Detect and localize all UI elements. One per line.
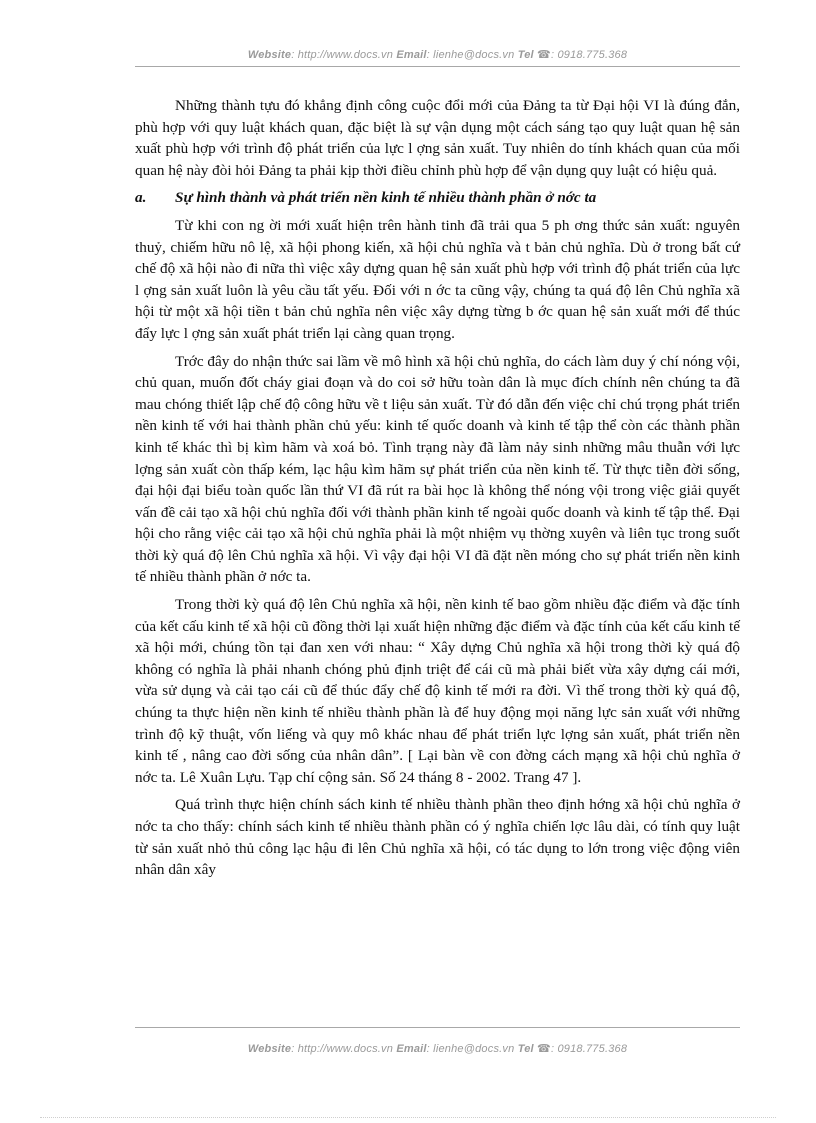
- page-footer: [135, 1042, 740, 1055]
- header-website-value: : http://www.docs.vn: [291, 49, 394, 61]
- header-website-label: Website: [247, 49, 292, 61]
- page-bottom-dotted-line: [40, 1117, 776, 1118]
- header-email-value: : lienhe@docs.vn: [426, 49, 515, 61]
- header-email-label: Email: [396, 49, 427, 61]
- footer-tel-label: Tel: [517, 1043, 534, 1055]
- footer-website-value: : http://www.docs.vn: [291, 1043, 394, 1055]
- section-heading-text: Sự hình thành và phát triển nền kinh tế nhiều thành phần ở nớc ta: [175, 189, 597, 207]
- document-body: [135, 95, 740, 887]
- section-heading-label: a.: [135, 189, 147, 207]
- footer-email-label: Email: [396, 1043, 427, 1055]
- footer-website-label: Website: [247, 1043, 292, 1055]
- header-tel-label: Tel: [517, 49, 534, 61]
- footer-email-value: : lienhe@docs.vn: [426, 1043, 515, 1055]
- section-heading-a: [135, 187, 740, 209]
- header-tel-value: : 0918.775.368: [550, 49, 628, 61]
- header-rule: [135, 66, 740, 67]
- paragraph-4: Trong thời kỳ quá độ lên Chủ nghĩa xã hội, nền kinh tế bao gồm nhiều đặc điểm và đặc tính của kết cấu kinh tế xã hội cũ đồng thời lại xuất hiện những đặc điểm và đặc tính của kết cấu kinh tế xã hội mới, chúng tồn tại đan xen với nhau: “ Xây dựng Chủ nghĩa xã hội trong thời kỳ quá độ không có nghĩa là phải nhanh chóng phủ định triệt để cái cũ mà phải biết vừa xây dựng cái mới, vừa sử dụng và cải tạo cái cũ để thúc đẩy chế độ kinh tế mới ra đời. Vì thế trong thời kỳ quá độ, chúng ta thực hiện nền kinh tế nhiều thành phần là để huy động mọi năng lực sản xuất với những trình độ kỹ thuật, vốn liếng và quy mô khác nhau để phát triển lực lợng sản xuất, phát triển nền kinh tế , nâng cao đời sống của nhân dân”. [ Lại bàn về con đờng cách mạng xã hội chủ nghĩa ở nớc ta. Lê Xuân Lựu. Tạp chí cộng sản. Số 24 tháng 8 - 2002. Trang 47 ].: [135, 596, 740, 786]
- page-header: [135, 48, 740, 61]
- paragraph-1: Những thành tựu đó khẳng định công cuộc đổi mới của Đảng ta từ Đại hội VI là đúng đắn, phù hợp với quy luật khách quan, đặc biệt là sự vận dụng một cách sáng tạo quy luật quan hệ sản xuất phù hợp với trình độ phát triển của lực l ợng sản xuất. Tuy nhiên do tính khách quan của mối quan hệ này đòi hỏi Đảng ta phải kịp thời điều chỉnh phù hợp để vận dụng quy luật có hiệu quả.: [135, 97, 740, 179]
- phone-icon: ☎: [537, 49, 551, 61]
- paragraph-3: Trớc đây do nhận thức sai lầm về mô hình xã hội chủ nghĩa, do cách làm duy ý chí nóng vội, chủ quan, muốn đốt cháy giai đoạn và do coi sở hữu toàn dân là mục đích chính nên chúng ta đã mau chóng thiết lập chế độ công hữu về t liệu sản xuất. Từ đó dẫn đến việc chỉ chú trọng phát triển nền kinh tế với hai thành phần chủ yếu: kinh tế quốc doanh và kinh tế tập thể còn các thành phần kinh tế khác thì bị kìm hãm và xoá bỏ. Tình trạng này đã làm nảy sinh những mâu thuẫn với lực lợng sản xuất còn thấp kém, lạc hậu kìm hãm sự phát triển của nền kinh tế. Từ thực tiễn đời sống, đại hội đại biểu toàn quốc lần thứ VI đã rút ra bài học là không thể nóng vội trong việc giải quyết vấn đề cải tạo xã hội chủ nghĩa đối với thành phần kinh tế ngoài quốc doanh và kinh tế tập thể. Đại hội cho rằng việc cải tạo xã hội chủ nghĩa phải là một nhiệm vụ thờng xuyên và liên tục trong suốt thời kỳ quá độ lên Chủ nghĩa xã hội. Vì vậy đại hội VI đã đặt nền móng cho sự phát triển nền kinh tế nhiều thành phần ở nớc ta.: [135, 352, 740, 586]
- footer-rule: [135, 1027, 740, 1028]
- paragraph-5: Quá trình thực hiện chính sách kinh tế nhiều thành phần theo định hớng xã hội chủ nghĩa ở nớc ta cho thấy: chính sách kinh tế nhiều thành phần có ý nghĩa chiến lợc lâu dài, có tính quy luật từ sản xuất nhỏ thủ công lạc hậu đi lên Chủ nghĩa xã hội, có tác dụng to lớn trong việc động viên nhân dân xây: [135, 796, 740, 879]
- paragraph-2: Từ khi con ng ời mới xuất hiện trên hành tinh đã trải qua 5 ph ơng thức sản xuất: nguyên thuỷ, chiếm hữu nô lệ, xã hội phong kiến, xã hội chủ nghĩa và t bản chủ nghĩa. Dù ở trong bất cứ chế độ xã hội nào đi nữa thì việc xây dựng quan hệ sản xuất phù hợp với trình độ phát triển của lực l ợng sản xuất luôn là yêu cầu tất yếu. Đối với n ớc ta cũng vậy, chúng ta quá độ lên Chủ nghĩa xã hội từ một xã hội tiền t bản chủ nghĩa nên việc xây dựng từng b ớc quan hệ sản xuất mới để thúc đẩy lực l ợng sản xuất phát triển lại càng quan trọng.: [135, 216, 740, 342]
- footer-tel-value: : 0918.775.368: [550, 1043, 628, 1055]
- phone-icon: ☎: [537, 1043, 551, 1055]
